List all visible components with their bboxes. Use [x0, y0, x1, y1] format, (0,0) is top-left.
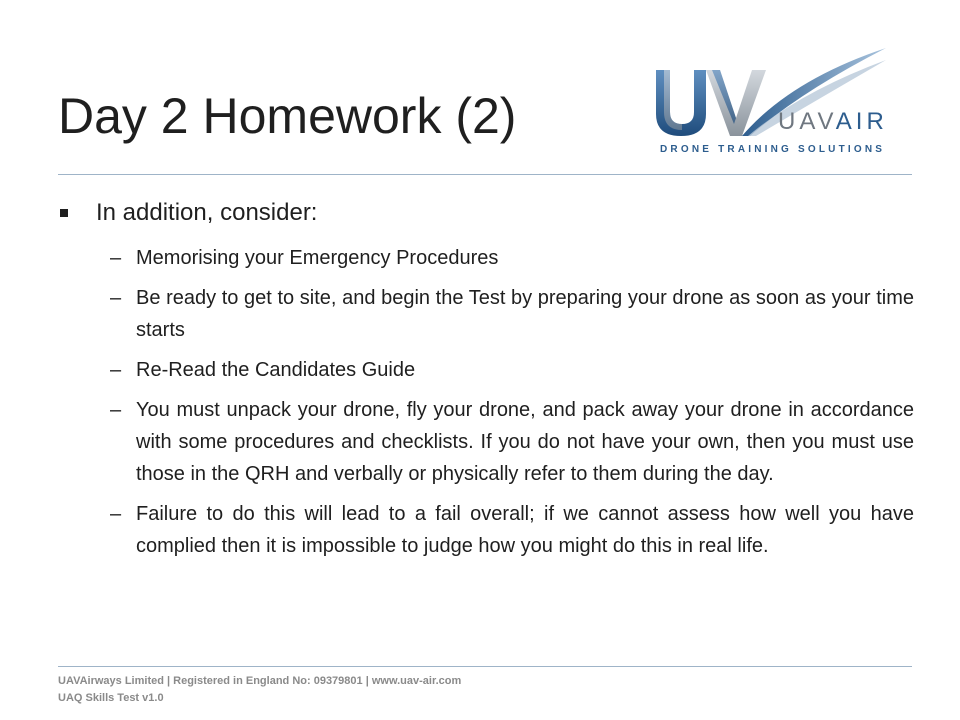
square-bullet-icon — [60, 209, 68, 217]
main-bullet — [58, 196, 914, 230]
list-item-text: You must unpack your drone, fly your drone, and pack away your drone in accordance with some procedures and checklists. If you do not have your own, then you must use those in the QRH and verbally or physically refer to them during the day. — [136, 399, 914, 485]
list-item — [58, 354, 914, 386]
dash-bullet-icon: – — [110, 287, 122, 309]
dash-bullet-icon: – — [110, 359, 122, 381]
slide-body — [58, 196, 914, 570]
list-item — [58, 242, 914, 274]
footer — [58, 673, 461, 707]
logo-brand-text — [778, 108, 888, 136]
list-item — [58, 282, 914, 346]
list-item-text: Memorising your Emergency Procedures — [136, 247, 499, 269]
sub-bullet-list — [58, 242, 914, 562]
main-bullet-text: In addition, consider: — [96, 199, 318, 226]
list-item-text: Be ready to get to site, and begin the Test by preparing your drone as soon as your time starts — [136, 287, 914, 341]
slide-title: Day 2 Homework (2) — [58, 88, 517, 144]
list-item — [58, 394, 914, 490]
dash-bullet-icon: – — [110, 503, 122, 525]
dash-bullet-icon: – — [110, 399, 122, 421]
list-item — [58, 498, 914, 562]
title-divider — [58, 174, 912, 175]
list-item-text: Failure to do this will lead to a fail overall; if we cannot assess how well you have complied then it is impossible to judge how you might do this in real life. — [136, 503, 914, 557]
footer-divider — [58, 666, 912, 667]
list-item-text: Re-Read the Candidates Guide — [136, 359, 416, 381]
footer-company-line: UAVAirways Limited | Registered in England No: 09379801 | www.uav-air.com — [58, 675, 462, 687]
logo-tagline: DRONE TRAINING SOLUTIONS — [660, 144, 886, 155]
logo-brand-prefix: UAV — [778, 108, 836, 135]
footer-version-line: UAQ Skills Test v1.0 — [58, 692, 164, 704]
dash-bullet-icon: – — [110, 247, 122, 269]
logo-brand-suffix: AIR — [835, 108, 888, 135]
